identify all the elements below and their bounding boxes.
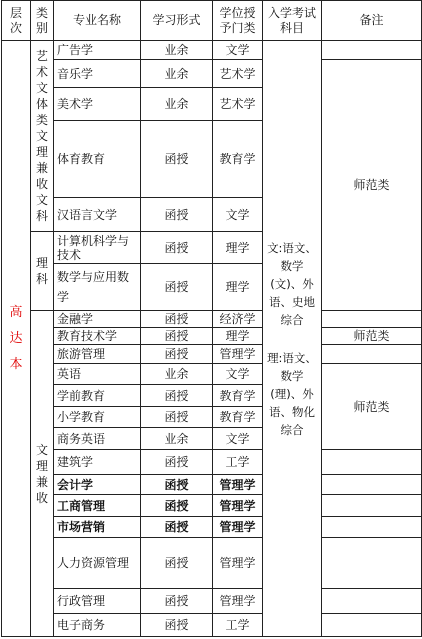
degree-cell: 艺术学 <box>213 60 263 88</box>
major-cell: 建筑学 <box>54 450 141 475</box>
exam-arts: 文:语文、数学(文)、外语、史地综合 <box>267 240 317 327</box>
major-cell: 计算机科学与技术 <box>54 232 141 264</box>
header-major: 专业名称 <box>54 1 141 41</box>
remark-teacher-training: 师范类 <box>322 328 422 345</box>
degree-cell: 教育学 <box>213 385 263 407</box>
form-cell: 业余 <box>141 88 213 121</box>
form-cell: 函授 <box>141 495 213 517</box>
header-degree-field: 学位授予门类 <box>213 1 263 41</box>
major-cell: 行政管理 <box>54 589 141 614</box>
category-art-sports-literature: 艺术文体类文理兼收文科 <box>31 41 54 232</box>
remark-teacher-training: 师范类 <box>322 364 422 450</box>
degree-cell: 理学 <box>213 232 263 264</box>
major-cell: 美术学 <box>54 88 141 121</box>
remark-empty <box>322 475 422 495</box>
degree-cell: 管理学 <box>213 538 263 589</box>
form-cell: 业余 <box>141 60 213 88</box>
remark-empty <box>322 589 422 614</box>
remark-empty <box>322 517 422 538</box>
header-study-form: 学习形式 <box>141 1 213 41</box>
degree-cell: 管理学 <box>213 589 263 614</box>
degree-cell: 理学 <box>213 328 263 345</box>
remark-empty <box>322 311 422 328</box>
form-cell: 函授 <box>141 614 213 637</box>
major-cell: 人力资源管理 <box>54 538 141 589</box>
table-row <box>2 614 422 637</box>
form-cell: 函授 <box>141 407 213 428</box>
form-cell: 函授 <box>141 589 213 614</box>
remark-empty <box>322 450 422 475</box>
form-cell: 函授 <box>141 311 213 328</box>
table-row <box>2 538 422 589</box>
table-row <box>2 450 422 475</box>
form-cell: 函授 <box>141 121 213 198</box>
major-cell: 体育教育 <box>54 121 141 198</box>
major-cell: 金融学 <box>54 311 141 328</box>
remark-teacher-training: 师范类 <box>322 60 422 311</box>
degree-cell: 文学 <box>213 364 263 385</box>
table-row <box>2 328 422 345</box>
form-cell: 函授 <box>141 538 213 589</box>
header-remarks: 备注 <box>322 1 422 41</box>
degree-cell: 工学 <box>213 450 263 475</box>
form-cell: 业余 <box>141 428 213 450</box>
degree-cell: 管理学 <box>213 517 263 538</box>
form-cell: 函授 <box>141 198 213 232</box>
program-table <box>1 0 422 637</box>
major-cell: 电子商务 <box>54 614 141 637</box>
form-cell: 业余 <box>141 364 213 385</box>
header-category: 类别 <box>31 1 54 41</box>
major-cell: 汉语言文学 <box>54 198 141 232</box>
table-row <box>2 345 422 364</box>
form-cell: 业余 <box>141 41 213 60</box>
category-both: 文理兼收 <box>31 311 54 637</box>
major-cell: 旅游管理 <box>54 345 141 364</box>
degree-cell: 理学 <box>213 264 263 311</box>
table-row <box>2 517 422 538</box>
remark-empty <box>322 614 422 637</box>
major-cell: 市场营销 <box>54 517 141 538</box>
major-cell: 数学与应用数学 <box>54 264 141 311</box>
exam-science: 理:语文、数学(理)、外语、物化综合 <box>267 350 317 437</box>
form-cell: 函授 <box>141 450 213 475</box>
degree-cell: 管理学 <box>213 345 263 364</box>
major-cell: 工商管理 <box>54 495 141 517</box>
major-cell: 商务英语 <box>54 428 141 450</box>
exam-subjects-cell <box>263 41 322 637</box>
degree-cell: 艺术学 <box>213 88 263 121</box>
form-cell: 函授 <box>141 517 213 538</box>
category-science: 理科 <box>31 232 54 311</box>
degree-cell: 经济学 <box>213 311 263 328</box>
form-cell: 函授 <box>141 232 213 264</box>
table-header-row <box>2 1 422 41</box>
form-cell: 函授 <box>141 328 213 345</box>
remark-empty <box>322 495 422 517</box>
header-level: 层次 <box>2 1 31 41</box>
major-cell: 广告学 <box>54 41 141 60</box>
major-cell: 音乐学 <box>54 60 141 88</box>
remark-empty <box>322 538 422 589</box>
level-cell: 高达本 <box>2 41 31 637</box>
table-row <box>2 41 422 60</box>
form-cell: 函授 <box>141 264 213 311</box>
table-row <box>2 364 422 385</box>
remark-empty <box>322 345 422 364</box>
table-row <box>2 495 422 517</box>
table-row <box>2 589 422 614</box>
degree-cell: 教育学 <box>213 121 263 198</box>
degree-cell: 管理学 <box>213 475 263 495</box>
degree-cell: 文学 <box>213 428 263 450</box>
table-row <box>2 60 422 88</box>
degree-cell: 管理学 <box>213 495 263 517</box>
degree-cell: 文学 <box>213 198 263 232</box>
table-row <box>2 311 422 328</box>
degree-cell: 工学 <box>213 614 263 637</box>
remark-empty <box>322 41 422 60</box>
form-cell: 函授 <box>141 385 213 407</box>
major-cell: 教育技术学 <box>54 328 141 345</box>
major-cell: 学前教育 <box>54 385 141 407</box>
degree-cell: 教育学 <box>213 407 263 428</box>
major-cell: 英语 <box>54 364 141 385</box>
major-cell: 会计学 <box>54 475 141 495</box>
table-row <box>2 475 422 495</box>
header-exam-subjects: 入学考试科目 <box>263 1 322 41</box>
form-cell: 函授 <box>141 475 213 495</box>
degree-cell: 文学 <box>213 41 263 60</box>
form-cell: 函授 <box>141 345 213 364</box>
major-cell: 小学教育 <box>54 407 141 428</box>
